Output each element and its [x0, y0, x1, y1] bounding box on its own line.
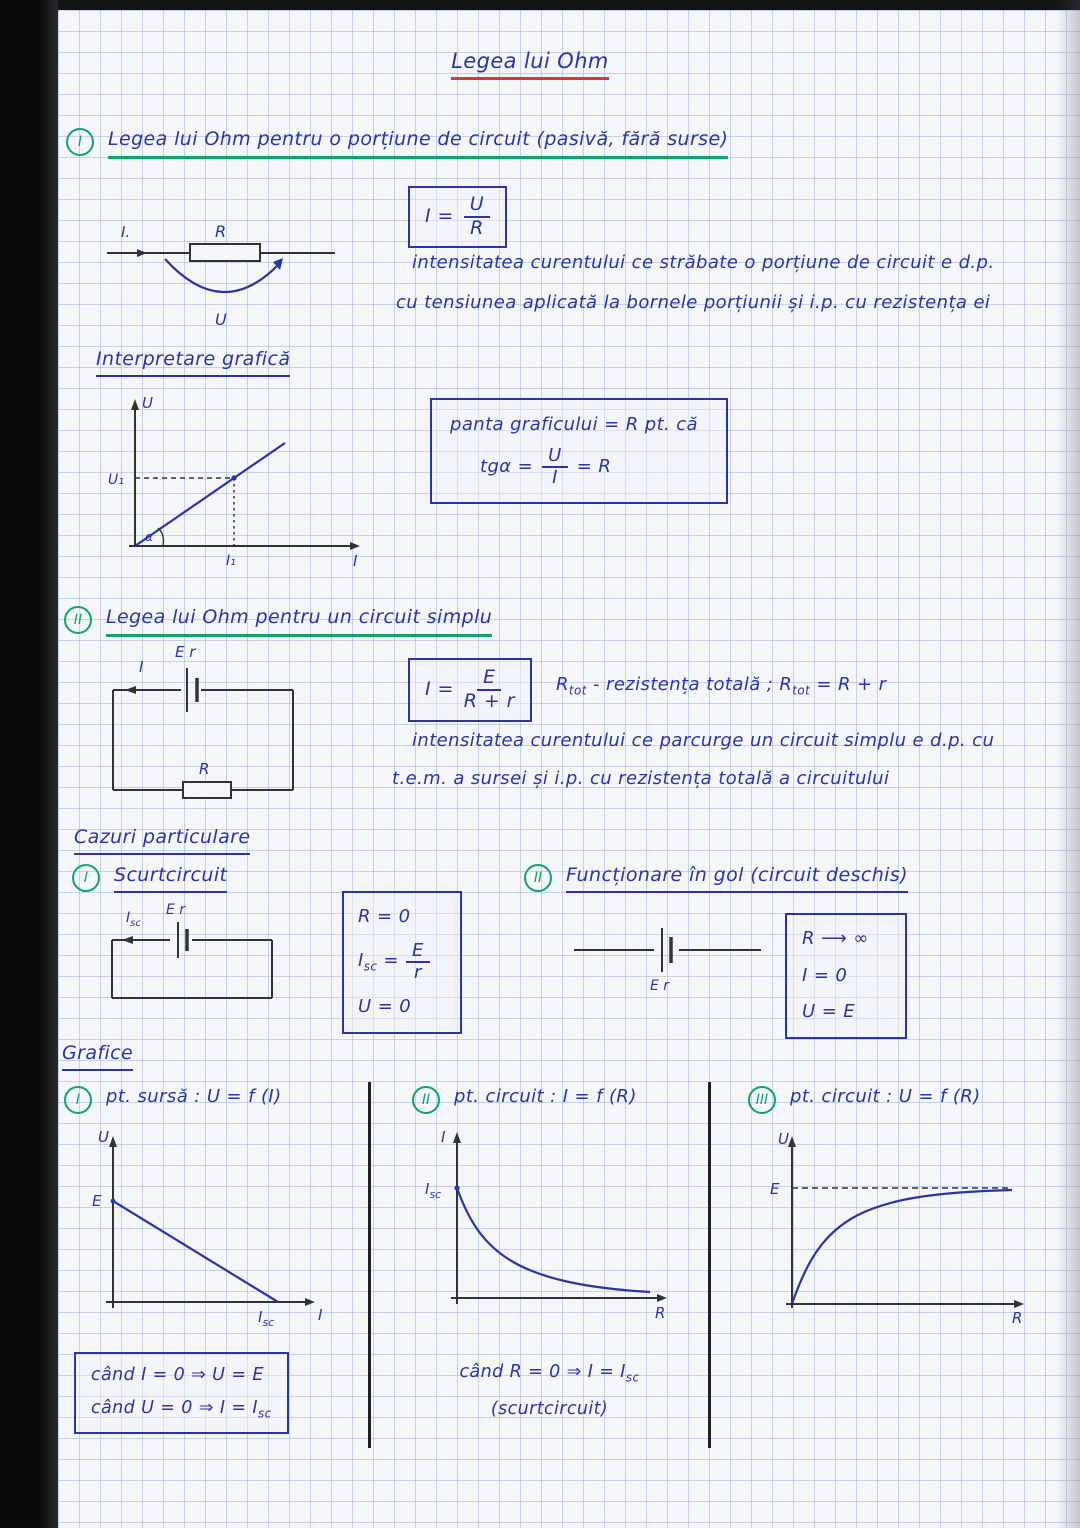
- section2-heading: [64, 606, 492, 637]
- section1-heading: [66, 128, 728, 159]
- sc-line2: [358, 939, 446, 984]
- y-axis-label: I: [441, 1128, 446, 1146]
- graph1-note-box: [74, 1352, 289, 1434]
- voltage-label: U: [215, 310, 227, 329]
- section2-desc-line1: intensitatea curentului ce parcurge un circuit simplu e d.p. cu: [412, 730, 995, 751]
- fraction-numerator: U: [464, 195, 490, 218]
- current-label: I: [139, 658, 144, 676]
- fraction: [406, 939, 430, 984]
- circuit-voltage-graph: [762, 1116, 1042, 1328]
- section1-desc-line2: cu tensiunea aplicată la bornele porțiunii și i.p. cu rezistența ei: [396, 292, 991, 313]
- section1-title: Legea lui Ohm pentru o porțiune de circuit (pasivă, fără surse): [108, 128, 728, 159]
- formula-ohm-portion-box: [408, 186, 507, 248]
- section2-desc-line2: t.e.m. a sursei și i.p. cu rezistența totală a circuitului: [392, 768, 890, 789]
- slope-note-line2: [480, 444, 708, 489]
- graph2-title: pt. circuit : I = f (R): [454, 1086, 637, 1107]
- resistor-symbol: [183, 782, 231, 798]
- rtot-r: R: [556, 674, 569, 695]
- formula-lhs: I =: [425, 678, 454, 701]
- characteristic-line: [113, 1201, 278, 1302]
- oc-line1: R ⟶ ∞: [802, 928, 869, 949]
- graph2-header: [412, 1086, 637, 1114]
- x-axis-arrow-icon: [305, 1298, 315, 1306]
- voltage-arc: [165, 259, 280, 292]
- page-title: [0, 48, 1060, 74]
- source-label: E r: [175, 643, 196, 661]
- rtot-sub2: tot: [792, 683, 811, 698]
- source-characteristic-graph: [78, 1116, 338, 1328]
- rtot-sub: tot: [568, 683, 587, 698]
- y-axis-arrow-icon: [131, 399, 139, 410]
- x-axis-label: R: [1012, 1309, 1023, 1327]
- section1-desc-line1: intensitatea curentului ce străbate o porțiune de circuit e d.p.: [412, 252, 995, 273]
- resistor-symbol: [190, 244, 260, 261]
- open-circuit-box: [785, 913, 907, 1039]
- page-edge-shadow: [1056, 0, 1080, 1528]
- x-axis-arrow-icon: [1014, 1300, 1024, 1308]
- isc-label: $I_{sc}$: [126, 910, 141, 929]
- i1-label: I₁: [226, 553, 236, 569]
- x-axis-label: R: [655, 1304, 666, 1322]
- source-label: E r: [166, 902, 186, 918]
- graph1-header: [64, 1086, 282, 1114]
- rtot-end: = R + r: [810, 674, 887, 695]
- isc-label: $I_{sc}$: [258, 1308, 275, 1328]
- case1-heading: [72, 864, 227, 893]
- x-axis-label: I: [353, 552, 358, 570]
- x-axis-arrow-icon: [350, 542, 360, 550]
- e-label: E: [92, 1192, 102, 1210]
- page-title-text: Legea lui Ohm: [451, 49, 609, 80]
- y-axis-arrow-icon: [453, 1132, 461, 1143]
- graph1-note2: când U = 0 ⇒ $I = I_{sc}$: [91, 1397, 272, 1421]
- fraction-denominator: R: [470, 216, 484, 239]
- current-arrow-icon: [137, 249, 147, 257]
- point-marker: [231, 475, 236, 480]
- formula-lhs: I =: [425, 205, 454, 228]
- e-label: E: [770, 1180, 780, 1198]
- fraction: [464, 668, 515, 712]
- fraction-denominator: r: [413, 962, 422, 984]
- current-arrow-icon: [125, 686, 136, 694]
- section2-badge: II: [64, 606, 92, 634]
- fraction-numerator: U: [542, 447, 568, 469]
- y-axis-label: U: [98, 1128, 109, 1146]
- isc-eq: $I_{sc}$ =: [358, 950, 399, 974]
- graphs-heading: Grafice: [62, 1042, 133, 1071]
- fraction-denominator: R + r: [463, 689, 515, 712]
- circuit-portion-diagram: [95, 215, 350, 330]
- angle-label: α: [145, 530, 153, 544]
- short-circuit-diagram: [100, 900, 285, 1008]
- slope-note-box: [430, 398, 728, 504]
- resistor-label: R: [215, 222, 227, 241]
- section2-title: Legea lui Ohm pentru un circuit simplu: [106, 606, 492, 637]
- slope-note-line1: panta graficului = R pt. că: [450, 414, 698, 435]
- case1-title: Scurtcircuit: [114, 864, 227, 893]
- sc-line1: R = 0: [358, 906, 411, 927]
- fraction-numerator: E: [406, 942, 430, 964]
- circuit-current-graph: [425, 1112, 675, 1324]
- fraction: [464, 195, 490, 239]
- x-axis-label: I: [318, 1306, 323, 1324]
- case2-title: Funcționare în gol (circuit deschis): [566, 864, 908, 893]
- case1-badge: I: [72, 864, 100, 892]
- case2-heading: [524, 864, 908, 893]
- slope-line: [135, 443, 285, 546]
- rtot-mid: - rezistența totală ; R: [586, 674, 793, 695]
- formula-ohm-circuit-box: [408, 658, 532, 722]
- column-divider: [368, 1082, 371, 1448]
- case2-badge: II: [524, 864, 552, 892]
- x-axis-arrow-icon: [657, 1294, 667, 1302]
- y-axis-label: U: [778, 1130, 789, 1148]
- tg-rhs: = R: [576, 456, 612, 478]
- section1-badge: I: [66, 128, 94, 156]
- saturating-curve: [792, 1190, 1012, 1304]
- special-cases-heading: Cazuri particulare: [74, 826, 250, 855]
- hyperbola-curve: [457, 1188, 650, 1292]
- column-divider: [708, 1082, 711, 1448]
- current-label: I.: [121, 223, 131, 241]
- y-axis-label: U: [142, 394, 153, 412]
- graph3-header: [748, 1086, 981, 1114]
- open-circuit-diagram: [566, 922, 771, 994]
- graph1-note1: când I = 0 ⇒ U = E: [91, 1365, 264, 1385]
- graph1-title: pt. sursă : U = f (I): [106, 1086, 282, 1107]
- simple-circuit-diagram: [95, 642, 310, 807]
- oc-line3: U = E: [802, 1001, 856, 1022]
- graph2-note: [412, 1362, 687, 1420]
- graph3-title: pt. circuit : U = f (R): [790, 1086, 981, 1107]
- graph-interpretation-heading: Interpretare grafică: [96, 348, 290, 377]
- y-axis-arrow-icon: [788, 1136, 796, 1147]
- resistor-label: R: [199, 760, 210, 778]
- graph3-badge: III: [748, 1086, 776, 1114]
- oc-line2: I = 0: [802, 964, 848, 986]
- short-circuit-box: [342, 891, 462, 1034]
- tg-lhs: tgα =: [480, 456, 534, 478]
- source-label: E r: [650, 978, 670, 994]
- graph2-badge: II: [412, 1086, 440, 1114]
- rtot-note: [556, 674, 886, 699]
- graph2-note2: (scurtcircuit): [490, 1398, 609, 1419]
- sc-line3: U = 0: [358, 996, 412, 1018]
- current-arrow-icon: [122, 936, 133, 944]
- fraction-denominator: I: [552, 467, 558, 489]
- graph2-note1: când R = 0 ⇒ $I = I_{sc}$: [459, 1362, 640, 1385]
- y-axis-arrow-icon: [109, 1136, 117, 1147]
- u1-label: U₁: [108, 472, 124, 488]
- fraction-numerator: E: [477, 668, 501, 691]
- graph1-badge: I: [64, 1086, 92, 1114]
- isc-label: $I_{sc}$: [425, 1180, 442, 1201]
- fraction: [542, 444, 568, 489]
- u-i-graph: [105, 388, 375, 583]
- book-binding-shadow: [0, 0, 58, 1528]
